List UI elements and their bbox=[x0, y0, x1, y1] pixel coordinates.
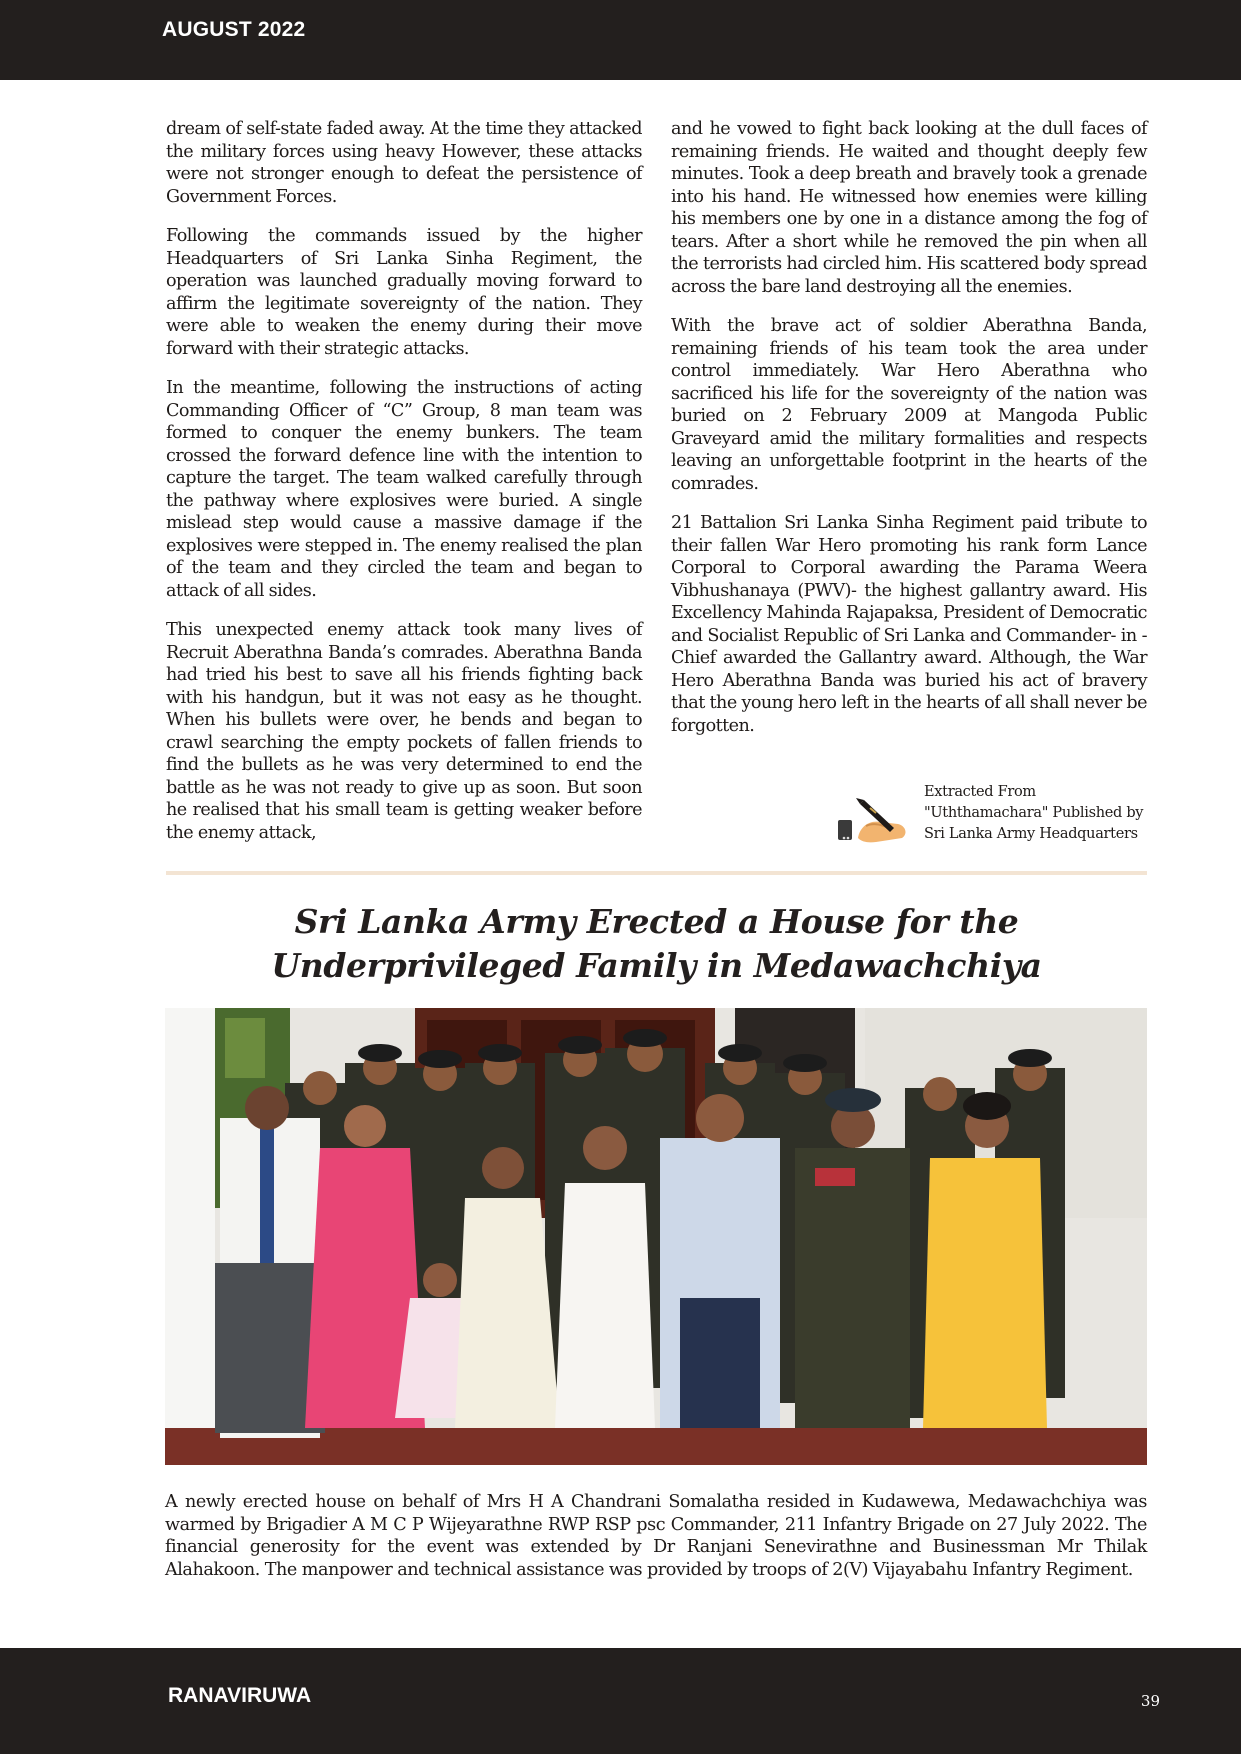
credit-text: Extracted From "Uththamachara" Published by Sri Lanka Army Headquarters bbox=[924, 784, 1144, 842]
article-paragraph: dream of self-state faded away. At the time they attacked the military forces using heavy However, these attacks were not stronger enough to defeat the persistence of Government Forces. bbox=[166, 119, 642, 207]
group-photo bbox=[165, 1008, 1147, 1465]
section-divider bbox=[166, 871, 1147, 875]
article-left-column bbox=[166, 118, 642, 861]
article-paragraph: Following the commands issued by the higher Headquarters of Sri Lanka Sinha Regiment, the operation was launched gradually moving forward to affirm the legitimate sovereignty of the nation. They were able to weaken the enemy during their move forward with their strategic attacks. bbox=[166, 226, 642, 359]
photo-caption: A newly erected house on behalf of Mrs H A Chandrani Somalatha resided in Kudawewa, Medawachchiya was warmed by Brigadier A M C P Wijeyarathne RWP RSP psc Commander, 211 Infantry Brigade on 27 July 2022. The financial generosity for the event was extended by Dr Ranjani Senevirathne and Businessman Mr Thilak Alahakoon. The manpower and technical assistance was provided by troops of 2(V) Vijayabahu Infantry Regiment. bbox=[165, 1492, 1147, 1580]
article-right-column bbox=[671, 118, 1147, 754]
header-band bbox=[0, 0, 1241, 80]
article-paragraph: This unexpected enemy attack took many lives of Recruit Aberathna Banda’s comrades. Aberathna Banda had tried his best to save all his friends fighting back with his handgun, but it was not easy as he thought. When his bullets were over, he bends and began to crawl searching the empty pockets of fallen friends to find the bullets as he was very determined to end the battle as he was not ready to give up as soon. But soon he realised that his small team is getting weaker before the enemy attack, bbox=[166, 620, 642, 843]
article-paragraph: In the meantime, following the instructions of acting Commanding Officer of “C” Group, 8 man team was formed to conquer the enemy bunkers. The team crossed the forward defence line with the intention to capture the target. The team walked carefully through the pathway where explosives were buried. A single mislead step would cause a massive damage if the explosives were stepped in. The enemy realised the plan of the team and they circled the team and began to attack of all sides. bbox=[166, 378, 642, 601]
publication-name: RANAVIRUWA bbox=[168, 1684, 312, 1707]
article-paragraph: and he vowed to fight back looking at the dull faces of remaining friends. He waited and thought deeply few minutes. Took a deep breath and bravely took a grenade into his hand. He witnessed how enemies were killing his members one by one in a distance among the fog of tears. After a short while he removed the pin when all the terrorists had circled him. His scattered body spread across the bare land destroying all the enemies. bbox=[671, 119, 1147, 297]
pen-writing-icon bbox=[836, 796, 912, 848]
article-paragraph: 21 Battalion Sri Lanka Sinha Regiment paid tribute to their fallen War Hero promoting his rank form Lance Corporal to Corporal awarding the Parama Weera Vibhushanaya (PWV)- the highest gallantry award. His Excellency Mahinda Rajapaksa, President of Democratic and Socialist Republic of Sri Lanka and Commander- in -Chief awarded the Gallantry award. Although, the War Hero Aberathna Banda was buried his act of bravery that the young hero left in the hearts of all shall never be forgotten. bbox=[671, 513, 1147, 736]
article-paragraph: With the brave act of soldier Aberathna Banda, remaining friends of his team took the area under control immediately. War Hero Aberathna who sacrificed his life for the sovereignty of the nation was buried on 2 February 2009 at Mangoda Public Graveyard amid the military formalities and respects leaving an unforgettable footprint in the hearts of the comrades. bbox=[671, 316, 1147, 494]
issue-date: AUGUST 2022 bbox=[162, 18, 306, 41]
page-number: 39 bbox=[1140, 1692, 1160, 1710]
story-headline: Sri Lanka Army Erected a House for the Underprivileged Family in Medawachchiya bbox=[271, 902, 1042, 985]
source-credit bbox=[836, 782, 1146, 866]
footer-band bbox=[0, 1648, 1241, 1754]
